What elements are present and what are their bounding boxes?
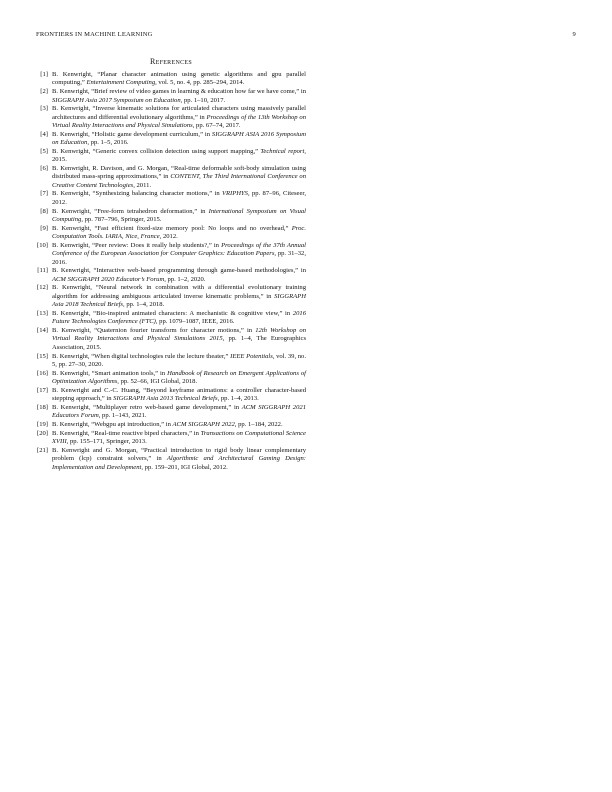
reference-venue: CONTENT, The Third International Conference on Creative Content Technologies <box>52 173 307 189</box>
reference-authors-title: B. Kenwright, “Interactive web-based programming through game-based methodologies,” in <box>52 267 306 275</box>
reference-venue: ACM SIGGRAPH 2021 Educators Forum <box>52 403 306 420</box>
reference-text <box>52 148 306 165</box>
reference-authors-title: B. Kenwright, “Peer review: Does it really help students?,” in <box>52 241 222 249</box>
reference-details: , vol. 39, no. 5, pp. 27–30, 2020. <box>52 352 307 369</box>
reference-number: [1] <box>40 71 48 78</box>
reference-details: , pp. 52–66, IGI Global, 2018. <box>117 378 198 386</box>
reference-text <box>52 105 306 130</box>
reference-venue: 12th Workshop on Virtual Reality Interactions and Physical Simulations 2015 <box>52 327 306 343</box>
reference-details: , vol. 5, no. 4, pp. 285–294, 2014. <box>155 79 245 87</box>
reference-number: [10] <box>37 241 48 249</box>
reference-item <box>36 370 306 387</box>
reference-authors-title: B. Kenwright, “Multiplayer retro web-based game development,” in <box>52 403 242 411</box>
reference-text <box>52 242 306 267</box>
reference-details: , 2011. <box>133 181 152 189</box>
reference-details: , pp. 31–32, 2016. <box>52 250 306 266</box>
reference-number: [5] <box>40 147 48 155</box>
reference-text <box>52 225 306 242</box>
reference-authors-title: B. Kenwright, “Planar character animation using genetic algorithms and gpu parallel computing,” <box>52 71 306 87</box>
reference-number: [3] <box>40 105 48 113</box>
reference-number: [16] <box>37 369 48 377</box>
reference-details: , pp. 1–4, 2018. <box>123 301 165 309</box>
reference-number: [19] <box>37 420 48 428</box>
reference-text <box>52 131 306 148</box>
reference-item <box>36 327 306 352</box>
reference-details: , pp. 87–96, Citeseer, 2012. <box>52 190 306 206</box>
reference-number: [18] <box>37 403 48 411</box>
reference-venue: SIGGRAPH Asia 2017 Symposium on Education <box>52 96 181 104</box>
reference-item <box>36 284 306 309</box>
reference-venue: ACM SIGGRAPH 2022 <box>172 420 235 428</box>
reference-item <box>36 190 306 207</box>
reference-item <box>36 421 306 429</box>
reference-venue: International Symposium on Visual Computing <box>52 207 306 224</box>
reference-authors-title: B. Kenwright, “Real-time reactive biped characters,” in <box>52 429 201 437</box>
reference-venue: Technical report <box>260 147 305 155</box>
reference-item <box>36 165 306 190</box>
reference-number: [14] <box>37 327 48 335</box>
reference-authors-title: B. Kenwright, “Generic convex collision detection using support mapping,” <box>52 147 261 155</box>
reference-details: , pp. 1–2, 2020. <box>164 275 206 283</box>
reference-number: [6] <box>40 164 48 172</box>
reference-authors-title: B. Kenwright, R. Davison, and G. Morgan, “Real-time deformable soft-body simulation using distributed mass-spring approximations,” in <box>52 164 306 181</box>
reference-venue: Transactions on Computational Science XVIII <box>52 429 306 446</box>
reference-details: , pp. 1–184, 2022. <box>234 420 283 428</box>
reference-number: [13] <box>37 309 48 317</box>
reference-authors-title: B. Kenwright and C.-C. Huang, “Beyond keyframe animations: a controller character-based stepping approach,” in <box>52 386 306 403</box>
reference-item <box>36 387 306 404</box>
reference-venue: Proceedings of the 37th Annual Conference of the European Association for Computer Graphics: Education Papers <box>52 241 306 258</box>
reference-item <box>36 353 306 370</box>
reference-item <box>36 242 306 267</box>
reference-text <box>52 327 306 352</box>
reference-text <box>52 353 306 370</box>
section-title: References <box>149 57 192 66</box>
reference-item <box>36 131 306 148</box>
reference-authors-title: B. Kenwright, “Holistic game development curriculum,” in <box>52 130 212 138</box>
reference-text <box>52 165 306 190</box>
reference-item <box>36 430 306 447</box>
reference-details: , 2015. <box>52 147 306 164</box>
reference-details: , pp. 1–5, 2016. <box>87 139 129 147</box>
reference-authors-title: B. Kenwright, “Neural network in combination with a differential evolutionary training algorithm for addressing ambiguous articulated inverse kinematic problems,” in <box>52 284 306 300</box>
reference-authors-title: B. Kenwright, “Smart animation tools,” in <box>52 369 168 377</box>
reference-authors-title: B. Kenwright, “Fast efficient fixed-size memory pool: No loops and no overhead,” <box>52 224 292 232</box>
reference-number: [11] <box>37 267 48 275</box>
reference-venue: Proc. Computation Tools. IARIA, Nice, France <box>52 224 306 241</box>
reference-details: , pp. 1–4, 2013. <box>217 395 259 403</box>
reference-venue: 2016 Future Technologies Conference (FTC) <box>52 309 306 326</box>
reference-venue: Entertainment Computing <box>86 79 156 87</box>
reference-authors-title: B. Kenwright, “Webgpu api introduction,” in <box>52 420 173 428</box>
reference-venue: Handbook of Research on Emergent Applications of Optimization Algorithms <box>52 369 306 386</box>
reference-number: [15] <box>37 352 48 360</box>
reference-details: , pp. 1–4, The Eurographics Association, 2015. <box>52 335 307 351</box>
reference-details: , pp. 155–171, Springer, 2013. <box>66 438 147 446</box>
reference-item <box>36 71 306 88</box>
reference-details: , pp. 1–10, 2017. <box>180 96 226 104</box>
reference-number: [2] <box>40 88 48 96</box>
reference-details: , pp. 1079–1087, IEEE, 2016. <box>155 318 235 326</box>
reference-text <box>52 404 306 421</box>
reference-text <box>52 430 306 447</box>
reference-authors-title: B. Kenwright, “Free-form tetrahedron deformation,” in <box>52 207 209 215</box>
reference-number: [9] <box>40 224 48 232</box>
reference-authors-title: B. Kenwright, “When digital technologies rule the lecture theater,” <box>52 352 231 360</box>
reference-number: [12] <box>37 284 48 292</box>
reference-venue: SIGGRAPH Asia 2018 Technical Briefs <box>52 292 306 309</box>
reference-text <box>52 370 306 387</box>
reference-venue: Algorithmic and Architectural Gaming Design: Implementation and Development <box>52 455 306 471</box>
reference-venue: VRIPHYS <box>221 190 248 198</box>
reference-item <box>36 404 306 421</box>
reference-text <box>52 88 306 105</box>
reference-authors-title: B. Kenwright, “Quaternion fourier transform for character motions,” in <box>52 327 256 335</box>
reference-list <box>36 71 306 472</box>
reference-text <box>52 421 306 429</box>
reference-venue: ACM SIGGRAPH 2020 Educator’s Forum <box>52 275 165 283</box>
reference-number: [4] <box>40 130 48 138</box>
reference-authors-title: B. Kenwright, “Inverse kinematic solutions for articulated characters using massively parallel architectures and differential evolutionary algorithms,” in <box>52 105 306 121</box>
reference-item <box>36 225 306 242</box>
reference-authors-title: B. Kenwright, “Bio-inspired animated characters: A mechanistic & cognitive view,” in <box>52 309 293 317</box>
reference-details: , pp. 159–201, IGI Global, 2012. <box>141 463 228 471</box>
reference-number: [20] <box>37 429 48 437</box>
reference-item <box>36 447 306 472</box>
reference-text <box>52 387 306 404</box>
reference-authors-title: B. Kenwright, “Synthesizing balancing character motions,” in <box>52 190 222 198</box>
page-number: 9 <box>572 31 576 38</box>
reference-authors-title: B. Kenwright and G. Morgan, “Practical introduction to rigid body linear complementary problem (lcp) constraint solvers,” in <box>52 446 306 463</box>
reference-text <box>52 71 306 88</box>
reference-text <box>52 190 306 207</box>
reference-text <box>52 267 306 284</box>
reference-details: , 2012. <box>159 233 178 241</box>
reference-venue: IEEE Potentials <box>230 352 273 360</box>
reference-item <box>36 310 306 327</box>
reference-text <box>52 310 306 327</box>
reference-details: , pp. 787–796, Springer, 2015. <box>81 216 162 224</box>
reference-item <box>36 267 306 284</box>
running-title: FRONTIERS IN MACHINE LEARNING <box>36 31 153 38</box>
reference-number: [7] <box>40 190 48 198</box>
reference-number: [17] <box>37 386 48 394</box>
reference-number: [21] <box>37 446 48 454</box>
reference-item <box>36 208 306 225</box>
reference-venue: Proceedings of the 13th Workshop on Virtual Reality Interactions and Physical Simulations <box>52 113 307 130</box>
reference-text <box>52 208 306 225</box>
reference-venue: SIGGRAPH Asia 2013 Technical Briefs <box>113 395 218 403</box>
reference-details: , pp. 67–74, 2017. <box>192 122 241 130</box>
reference-authors-title: B. Kenwright, “Brief review of video games in learning & education how far we have come,” in <box>52 88 306 96</box>
reference-number: [8] <box>40 207 48 215</box>
reference-item <box>36 148 306 165</box>
reference-venue: SIGGRAPH ASIA 2016 Symposium on Education <box>52 130 306 147</box>
reference-text <box>52 284 306 309</box>
page-header <box>36 31 576 38</box>
reference-text <box>52 447 306 472</box>
reference-item <box>36 88 306 105</box>
reference-details: , pp. 1–143, 2021. <box>98 412 147 420</box>
reference-item <box>36 105 306 130</box>
